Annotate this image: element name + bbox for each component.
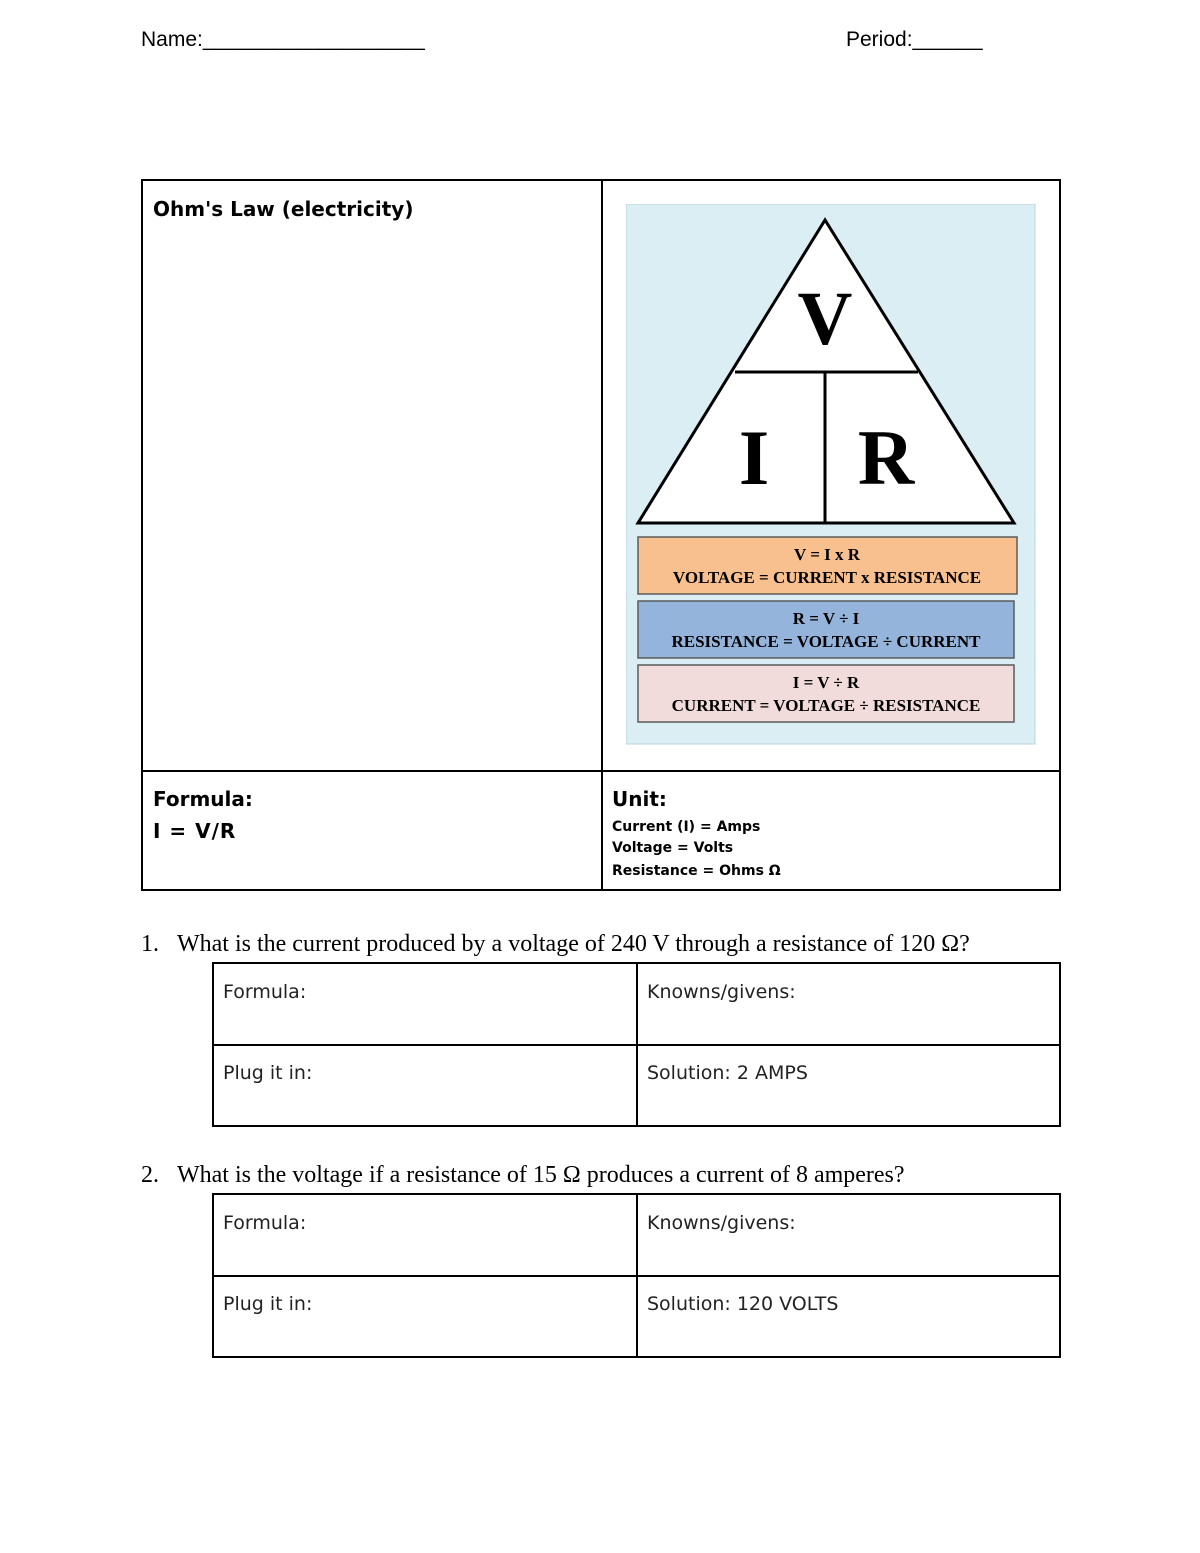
question-1 — [141, 931, 970, 958]
box-current-line2: CURRENT = VOLTAGE ÷ RESISTANCE — [671, 696, 981, 715]
formula-cell[interactable]: Formula: — [223, 981, 307, 1003]
box-voltage-line2: VOLTAGE = CURRENT x RESISTANCE — [672, 568, 982, 587]
answer-table-2 — [212, 1193, 1061, 1358]
question-text: What is the voltage if a resistance of 15 Ω produces a current of 8 amperes? — [177, 1162, 905, 1188]
answer-table-divider-horizontal — [214, 1275, 1059, 1277]
answer-table-divider-horizontal — [214, 1044, 1059, 1046]
card-title: Ohm's Law (electricity) — [153, 197, 414, 221]
knowns-cell[interactable]: Knowns/givens: — [647, 981, 796, 1003]
formula-value: I = V/R — [153, 819, 237, 843]
question-number: 2. — [141, 1162, 159, 1188]
question-text: What is the current produced by a voltage of 240 V through a resistance of 120 Ω? — [177, 931, 970, 957]
triangle-letter-i: I — [738, 414, 770, 501]
solution-cell[interactable]: Solution: 2 AMPS — [647, 1062, 808, 1084]
triangle-letter-r: R — [857, 414, 915, 501]
answer-table-1 — [212, 962, 1061, 1127]
box-voltage-line1: V = I x R — [793, 545, 861, 564]
triangle-letter-v: V — [797, 277, 853, 361]
box-current-line1: I = V ÷ R — [792, 673, 860, 692]
question-2 — [141, 1162, 905, 1189]
box-resistance-line1: R = V ÷ I — [792, 609, 860, 628]
knowns-cell[interactable]: Knowns/givens: — [647, 1212, 796, 1234]
card-divider-vertical — [601, 181, 603, 889]
unit-current: Current (I) = Amps — [612, 819, 761, 835]
period-field[interactable]: Period:______ — [846, 28, 983, 51]
ohms-law-triangle-diagram — [626, 204, 1036, 746]
plug-in-cell[interactable]: Plug it in: — [223, 1293, 313, 1315]
formula-label: Formula: — [153, 787, 253, 811]
question-number: 1. — [141, 931, 159, 957]
name-field[interactable]: Name:___________________ — [141, 28, 425, 51]
box-resistance-line2: RESISTANCE = VOLTAGE ÷ CURRENT — [671, 632, 981, 651]
plug-in-cell[interactable]: Plug it in: — [223, 1062, 313, 1084]
formula-cell[interactable]: Formula: — [223, 1212, 307, 1234]
unit-voltage: Voltage = Volts — [612, 840, 734, 856]
unit-label: Unit: — [612, 787, 667, 811]
solution-cell[interactable]: Solution: 120 VOLTS — [647, 1293, 839, 1315]
card-divider-horizontal — [143, 770, 1059, 772]
unit-resistance: Resistance = Ohms Ω — [612, 863, 781, 879]
